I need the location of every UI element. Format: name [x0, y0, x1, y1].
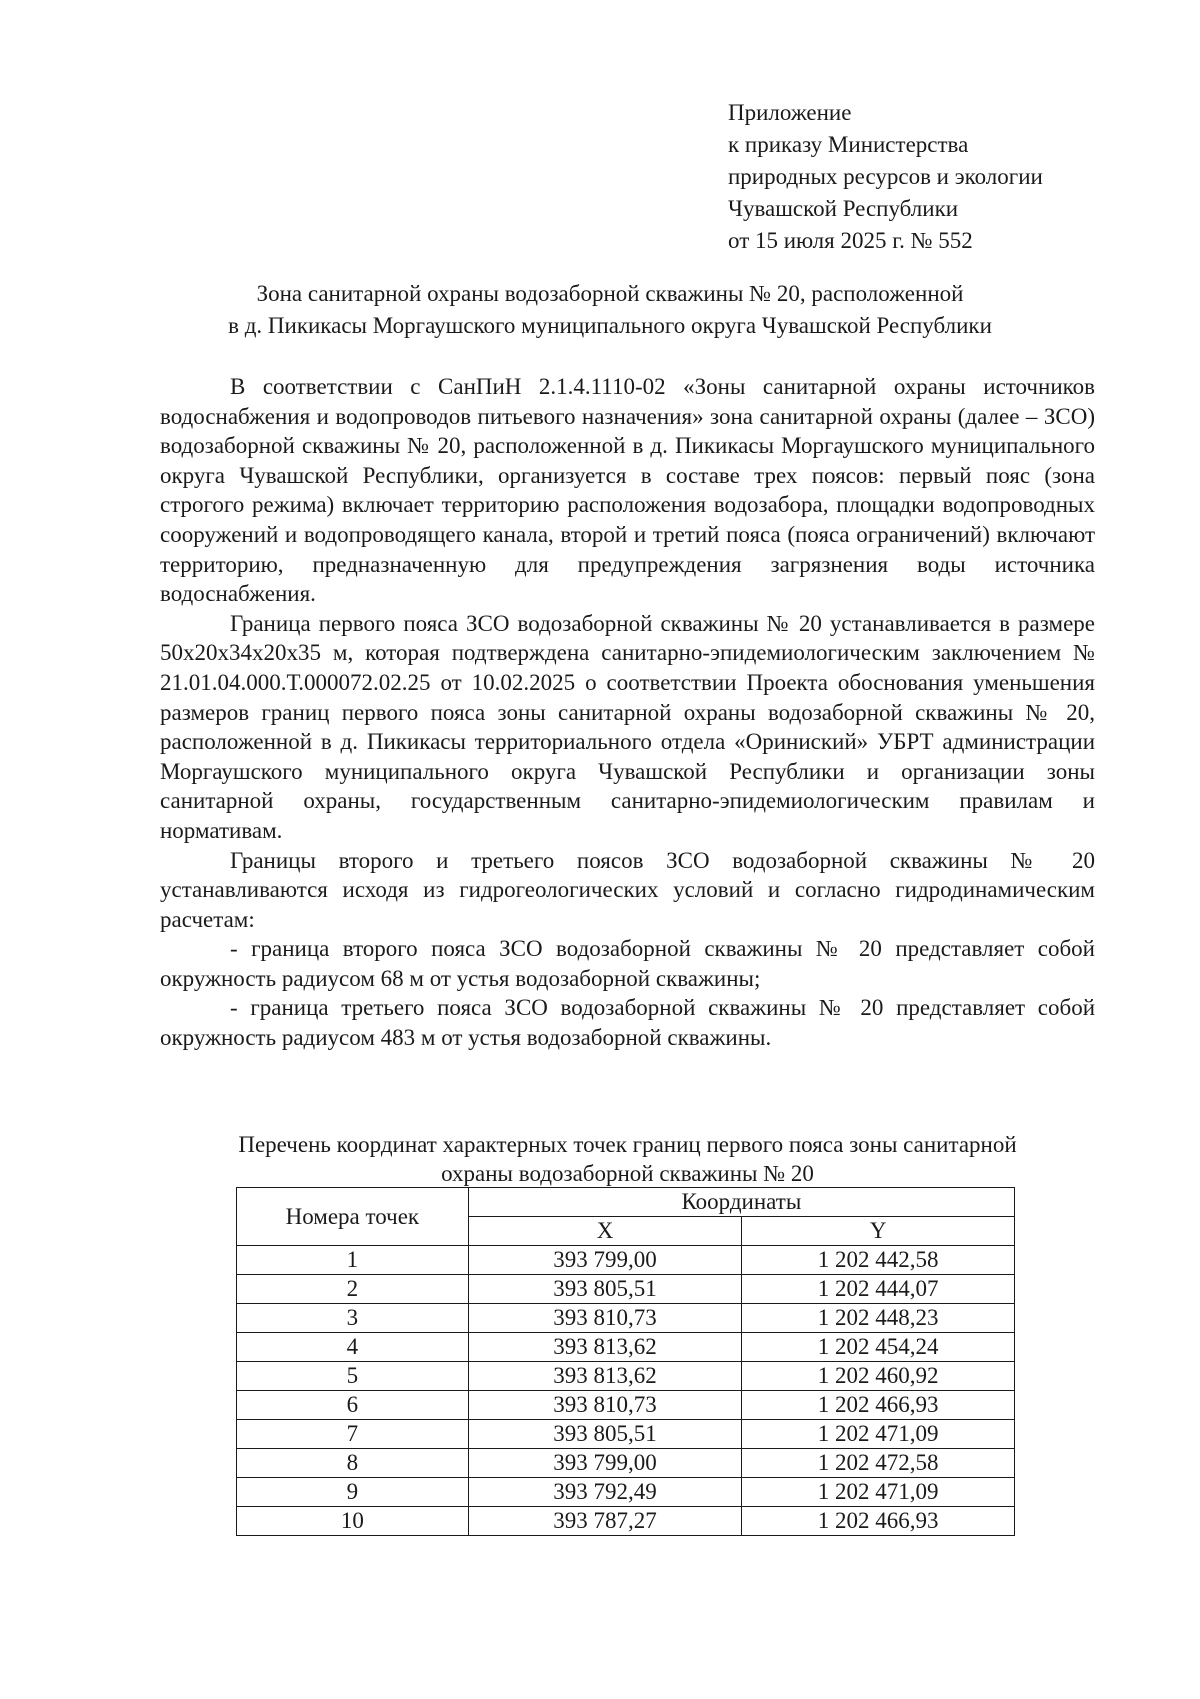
table-row — [237, 1246, 1015, 1275]
coord-x: 393 787,27 — [468, 1507, 742, 1536]
table-row — [237, 1304, 1015, 1333]
point-number: 10 — [237, 1507, 469, 1536]
coord-y: 1 202 471,09 — [742, 1478, 1015, 1507]
coord-y: 1 202 466,93 — [742, 1507, 1015, 1536]
coord-x: 393 805,51 — [468, 1420, 742, 1449]
point-number: 5 — [237, 1362, 469, 1391]
coord-x: 393 813,62 — [468, 1333, 742, 1362]
coord-x: 393 810,73 — [468, 1304, 742, 1333]
coord-y: 1 202 448,23 — [742, 1304, 1015, 1333]
point-number: 9 — [237, 1478, 469, 1507]
document-title — [150, 278, 1070, 342]
table-title-line: охраны водозаборной скважины № 20 — [441, 1161, 814, 1186]
coord-x: 393 799,00 — [468, 1449, 742, 1478]
coord-x: 393 792,49 — [468, 1478, 742, 1507]
table-row — [237, 1507, 1015, 1536]
paragraph: - граница третьего пояса ЗСО водозаборной скважины № 20 представляет собой окружность радиусом 483 м от устья водозаборной скважины. — [160, 995, 1095, 1051]
coord-y: 1 202 442,58 — [742, 1246, 1015, 1275]
point-number: 6 — [237, 1391, 469, 1420]
table-title — [160, 1130, 1095, 1188]
coord-x: 393 813,62 — [468, 1362, 742, 1391]
coord-y: 1 202 471,09 — [742, 1420, 1015, 1449]
coord-x: 393 799,00 — [468, 1246, 742, 1275]
paragraph: Граница первого пояса ЗСО водозаборной скважины № 20 устанавливается в размере 50х20х34х20х35 м, которая подтверждена санитарно-эпидемиологическим заключением № 21.01.04.000.Т.000072.02.25 от 10.02.2025 о соответствии Проекта обоснования уменьшения размеров границ первого пояса зоны санитарной охраны водозаборной скважины № 20, расположенной в д. Пикикасы территориального отдела «Ориниский» УБРТ администрации Моргаушского муниципального округа Чувашской Республики и организации зоны санитарной охраны, государственным санитарно-эпидемиологическим правилам и нормативам. — [160, 610, 1095, 843]
point-number: 8 — [237, 1449, 469, 1478]
table-row — [237, 1449, 1015, 1478]
document-body — [160, 372, 1095, 1053]
appendix-line: от 15 июля 2025 г. № 552 — [728, 228, 973, 253]
table-row — [237, 1391, 1015, 1420]
table-header-row — [237, 1188, 1015, 1217]
table-row — [237, 1420, 1015, 1449]
table-title-line: Перечень координат характерных точек границ первого пояса зоны санитарной — [238, 1132, 1017, 1157]
header-point-numbers: Номера точек — [237, 1188, 469, 1246]
appendix-line: Приложение — [728, 100, 852, 125]
coord-y: 1 202 472,58 — [742, 1449, 1015, 1478]
point-number: 4 — [237, 1333, 469, 1362]
point-number: 2 — [237, 1275, 469, 1304]
point-number: 7 — [237, 1420, 469, 1449]
coordinates-table — [236, 1187, 1015, 1536]
appendix-block — [728, 97, 1043, 257]
title-line: Зона санитарной охраны водозаборной скважины № 20, расположенной — [256, 281, 964, 306]
table-row — [237, 1478, 1015, 1507]
paragraph: - граница второго пояса ЗСО водозаборной скважины № 20 представляет собой окружность радиусом 68 м от устья водозаборной скважины; — [160, 936, 1095, 991]
table-row — [237, 1362, 1015, 1391]
appendix-line: к приказу Министерства — [728, 132, 969, 157]
coord-y: 1 202 466,93 — [742, 1391, 1015, 1420]
point-number: 3 — [237, 1304, 469, 1333]
title-line: в д. Пикикасы Моргаушского муниципального округа Чувашской Республики — [228, 313, 992, 338]
table-row — [237, 1333, 1015, 1362]
coord-x: 393 805,51 — [468, 1275, 742, 1304]
coord-y: 1 202 460,92 — [742, 1362, 1015, 1391]
point-number: 1 — [237, 1246, 469, 1275]
header-coordinates: Координаты — [468, 1188, 1014, 1217]
coord-y: 1 202 454,24 — [742, 1333, 1015, 1362]
header-x: X — [468, 1217, 742, 1246]
coord-y: 1 202 444,07 — [742, 1275, 1015, 1304]
appendix-line: природных ресурсов и экологии — [728, 164, 1043, 189]
coord-x: 393 810,73 — [468, 1391, 742, 1420]
appendix-line: Чувашской Республики — [728, 196, 959, 221]
paragraph: В соответствии с СанПиН 2.1.4.1110-02 «Зоны санитарной охраны источников водоснабжения и водопроводов питьевого назначения» зона санитарной охраны (далее – ЗСО) водозаборной скважины № 20, расположенной в д. Пикикасы Моргаушского муниципального округа Чувашской Республики, организуется в составе трех поясов: первый пояс (зона строгого режима) включает территорию расположения водозабора, площадки водопроводных сооружений и водопроводящего канала, второй и третий пояса (пояса ограничений) включают территорию, предназначенную для предупреждения загрязнения воды источника водоснабжения. — [160, 374, 1095, 607]
header-y: Y — [742, 1217, 1015, 1246]
paragraph: Границы второго и третьего поясов ЗСО водозаборной скважины № 20 устанавливаются исходя из гидрогеологических условий и согласно гидродинамическим расчетам: — [160, 847, 1095, 932]
table-row — [237, 1275, 1015, 1304]
